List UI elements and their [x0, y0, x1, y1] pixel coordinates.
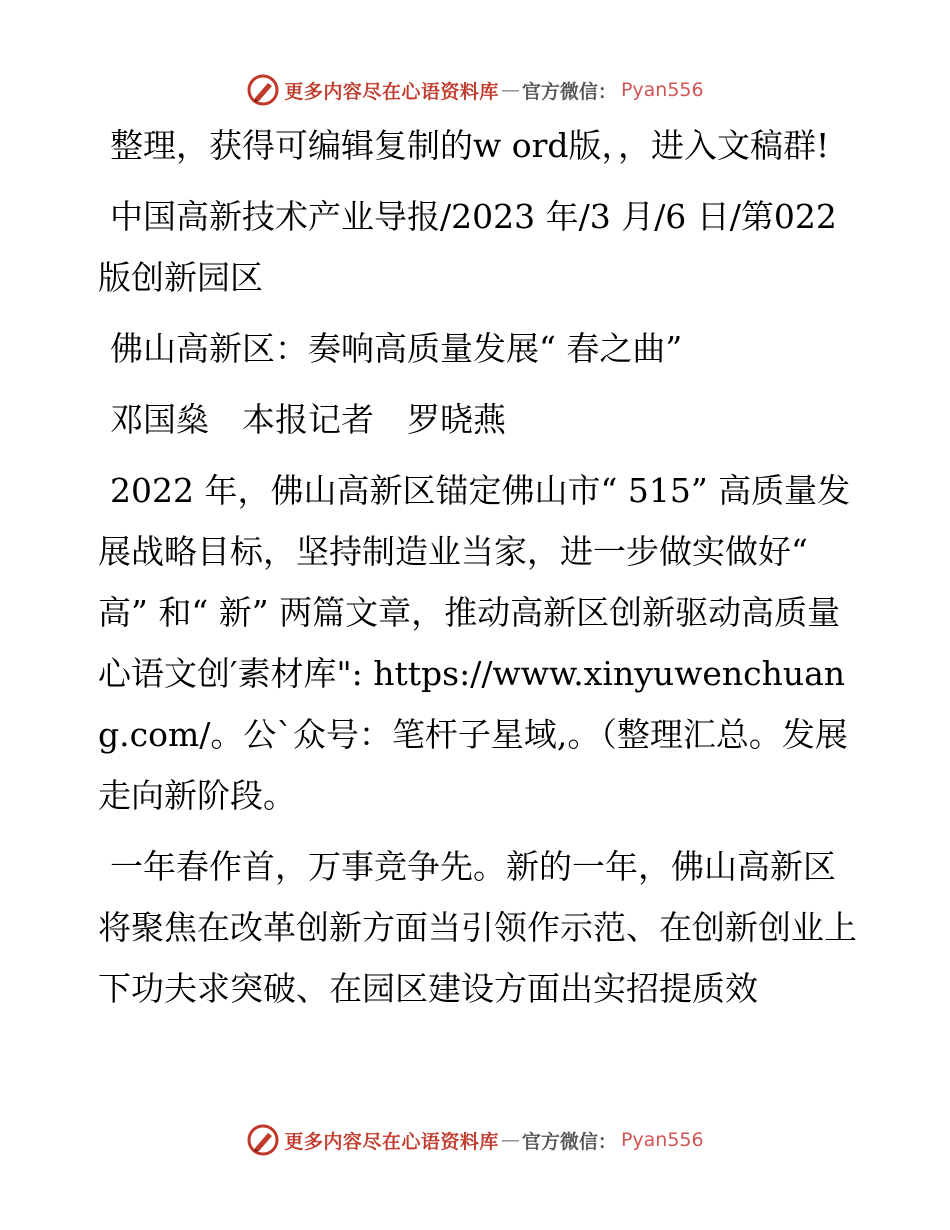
- pen-circle-logo-icon: [246, 1123, 280, 1157]
- author-line: 邓国燊 本报记者 罗晓燕: [110, 400, 506, 439]
- document-body: [98, 115, 858, 1029]
- body-paragraph: 一年春作首，万事竞争先。新的一年，佛山高新区将聚焦在改革创新方面当引领作示范、在创新创业上下功夫求突破、在园区建设方面出实招提质效: [98, 847, 857, 1008]
- header-banner: [0, 70, 950, 110]
- banner-wechat-label: 官方微信：: [521, 1130, 617, 1153]
- banner-wechat-id: Pyan556: [620, 1129, 704, 1151]
- banner-dash: —: [500, 79, 520, 101]
- banner-title: 更多内容尽在心语资料库: [284, 1130, 499, 1153]
- banner-title: 更多内容尽在心语资料库: [284, 80, 499, 103]
- intro-paragraph: 整理，获得可编辑复制的w ord版，，进入文稿群!: [110, 126, 830, 165]
- body-paragraph: 2022 年，佛山高新区锚定佛山市“ 515” 高质量发展战略目标，坚持制造业当家，进一步做实做好“ 高” 和“ 新” 两篇文章，推动高新区创新驱动高质量心语文创′素材库": https://www.xinyuwenchuang.com/。公`众号：笔杆子星域,。（整理汇总。发展走向新阶段。: [98, 471, 851, 815]
- source-line: 中国高新技术产业导报/2023 年/3 月/6 日/第022 版创新园区: [98, 197, 848, 297]
- footer-banner: [0, 1120, 950, 1160]
- banner-wechat-id: Pyan556: [620, 79, 704, 101]
- banner-dash: —: [500, 1129, 520, 1151]
- pen-circle-logo-icon: [246, 73, 280, 107]
- article-title: 佛山高新区：奏响高质量发展“ 春之曲”: [110, 329, 683, 368]
- banner-wechat-label: 官方微信：: [521, 80, 617, 103]
